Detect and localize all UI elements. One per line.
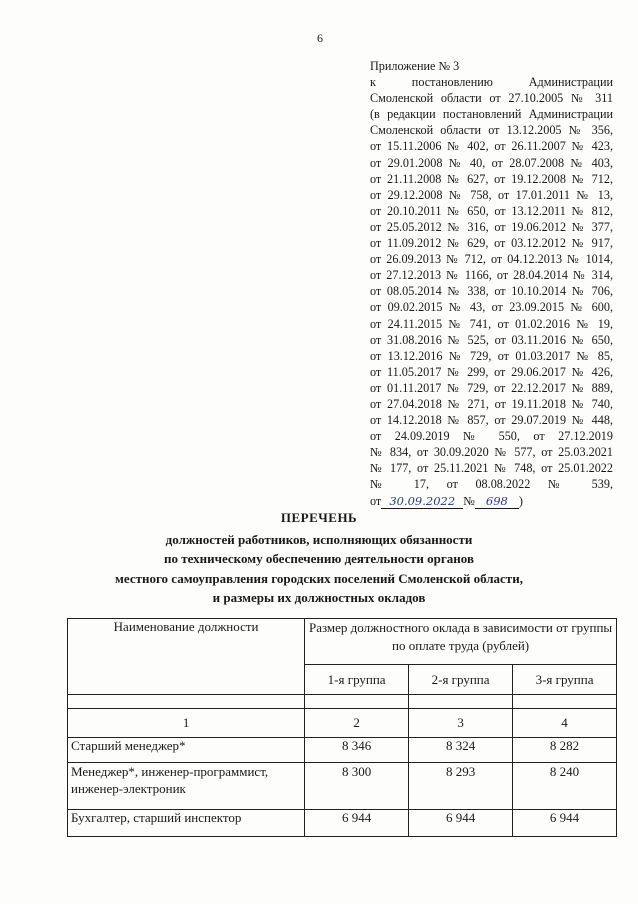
heading-subtitle-line: и размеры их должностных окладов bbox=[212, 590, 426, 605]
appendix-line: от 20.10.2011 № 650, от 13.12.2011 № 812, bbox=[370, 203, 613, 218]
appendix-line: от 11.09.2012 № 629, от 03.12.2012 № 917, bbox=[370, 236, 613, 251]
table-row bbox=[68, 738, 617, 763]
column-number: 2 bbox=[305, 709, 409, 738]
appendix-line: от 15.11.2006 № 402, от 26.11.2007 № 423, bbox=[370, 139, 613, 154]
appendix-line: от 27.04.2018 № 271, от 19.11.2018 № 740, bbox=[370, 396, 613, 411]
appendix-line: Смоленской области от 27.10.2005 № 311 bbox=[370, 91, 613, 106]
salary-value: 8 324 bbox=[409, 738, 513, 763]
appendix-line: от 25.05.2012 № 316, от 19.06.2012 № 377, bbox=[370, 219, 613, 234]
column-number-row bbox=[68, 709, 617, 738]
salary-value: 8 240 bbox=[513, 763, 617, 810]
appendix-block bbox=[370, 58, 613, 509]
table-spacer-row bbox=[68, 695, 617, 709]
appendix-line: Смоленской области от 13.12.2005 № 356, bbox=[370, 123, 613, 138]
table-row bbox=[68, 810, 617, 837]
appendix-line: от 09.02.2015 № 43, от 23.09.2015 № 600, bbox=[370, 300, 613, 315]
handwritten-date: 30.09.2022 bbox=[381, 494, 463, 509]
salary-value: 8 300 bbox=[305, 763, 409, 810]
appendix-line: от 11.05.2017 № 299, от 29.06.2017 № 426, bbox=[370, 364, 613, 379]
header-group-2: 2-я группа bbox=[409, 665, 513, 695]
header-salary-size: Размер должностного оклада в зависимости от группы по оплате труда (рублей) bbox=[305, 619, 617, 665]
appendix-line: от 29.01.2008 № 40, от 28.07.2008 № 403, bbox=[370, 155, 613, 170]
salary-value: 8 282 bbox=[513, 738, 617, 763]
table-row bbox=[68, 763, 617, 810]
salary-value: 8 346 bbox=[305, 738, 409, 763]
appendix-line: от 13.12.2016 № 729, от 01.03.2017 № 85, bbox=[370, 348, 613, 363]
table-header-row bbox=[68, 619, 617, 665]
salary-table bbox=[67, 618, 617, 837]
column-number: 3 bbox=[409, 709, 513, 738]
position-name: Менеджер*, инженер-программист, инженер-электроник bbox=[68, 763, 305, 810]
heading-subtitle-line: местного самоуправления городских поселений Смоленской области, bbox=[115, 570, 523, 586]
column-number: 1 bbox=[68, 709, 305, 738]
document-heading bbox=[0, 508, 638, 608]
appendix-line: № 834, от 30.09.2020 № 577, от 25.03.2021 bbox=[370, 445, 613, 460]
salary-value: 6 944 bbox=[513, 810, 617, 837]
signature-prefix: от bbox=[370, 493, 382, 508]
appendix-lines bbox=[370, 58, 613, 493]
position-name: Бухгалтер, старший инспектор bbox=[68, 810, 305, 837]
salary-value: 8 293 bbox=[409, 763, 513, 810]
signature-line bbox=[370, 493, 613, 509]
header-position-name: Наименование должности bbox=[68, 619, 305, 695]
position-name: Старший менеджер* bbox=[68, 738, 305, 763]
handwritten-number: 698 bbox=[475, 494, 519, 509]
signature-number-sign: № bbox=[463, 493, 475, 508]
appendix-line: № 17, от 08.08.2022 № 539, bbox=[370, 477, 613, 492]
appendix-line: от 27.12.2013 № 1166, от 28.04.2014 № 314, bbox=[370, 268, 613, 283]
appendix-line: от 31.08.2016 № 525, от 03.11.2016 № 650, bbox=[370, 332, 613, 347]
heading-subtitle-line: по техническому обеспечению деятельности органов bbox=[164, 551, 474, 566]
appendix-line: от 01.11.2017 № 729, от 22.12.2017 № 889, bbox=[370, 380, 613, 395]
salary-value: 6 944 bbox=[305, 810, 409, 837]
appendix-line: от 14.12.2018 № 857, от 29.07.2019 № 448, bbox=[370, 413, 613, 428]
appendix-line: (в редакции постановлений Администрации bbox=[370, 107, 613, 122]
column-number: 4 bbox=[513, 709, 617, 738]
appendix-line: от 26.09.2013 № 712, от 04.12.2013 № 1014, bbox=[370, 252, 613, 267]
appendix-line: от 29.12.2008 № 758, от 17.01.2011 № 13, bbox=[370, 187, 613, 202]
appendix-line: от 24.09.2019 № 550, от 27.12.2019 bbox=[370, 429, 613, 444]
header-group-1: 1-я группа bbox=[305, 665, 409, 695]
appendix-line: № 177, от 25.11.2021 № 748, от 25.01.2022 bbox=[370, 461, 613, 476]
heading-title: ПЕРЕЧЕНЬ bbox=[280, 510, 358, 525]
heading-subtitle-line: должностей работников, исполняющих обязанности bbox=[165, 531, 473, 547]
appendix-line: от 21.11.2008 № 627, от 19.12.2008 № 712, bbox=[370, 171, 613, 186]
appendix-line: от 08.05.2014 № 338, от 10.10.2014 № 706, bbox=[370, 284, 613, 299]
appendix-line: к постановлению Администрации bbox=[370, 75, 613, 90]
appendix-line: от 24.11.2015 № 741, от 01.02.2016 № 19, bbox=[370, 316, 613, 331]
page-number: 6 bbox=[317, 31, 323, 45]
signature-suffix: ) bbox=[518, 493, 523, 508]
salary-value: 6 944 bbox=[409, 810, 513, 837]
header-group-3: 3-я группа bbox=[513, 665, 617, 695]
appendix-line: Приложение № 3 bbox=[370, 59, 460, 73]
